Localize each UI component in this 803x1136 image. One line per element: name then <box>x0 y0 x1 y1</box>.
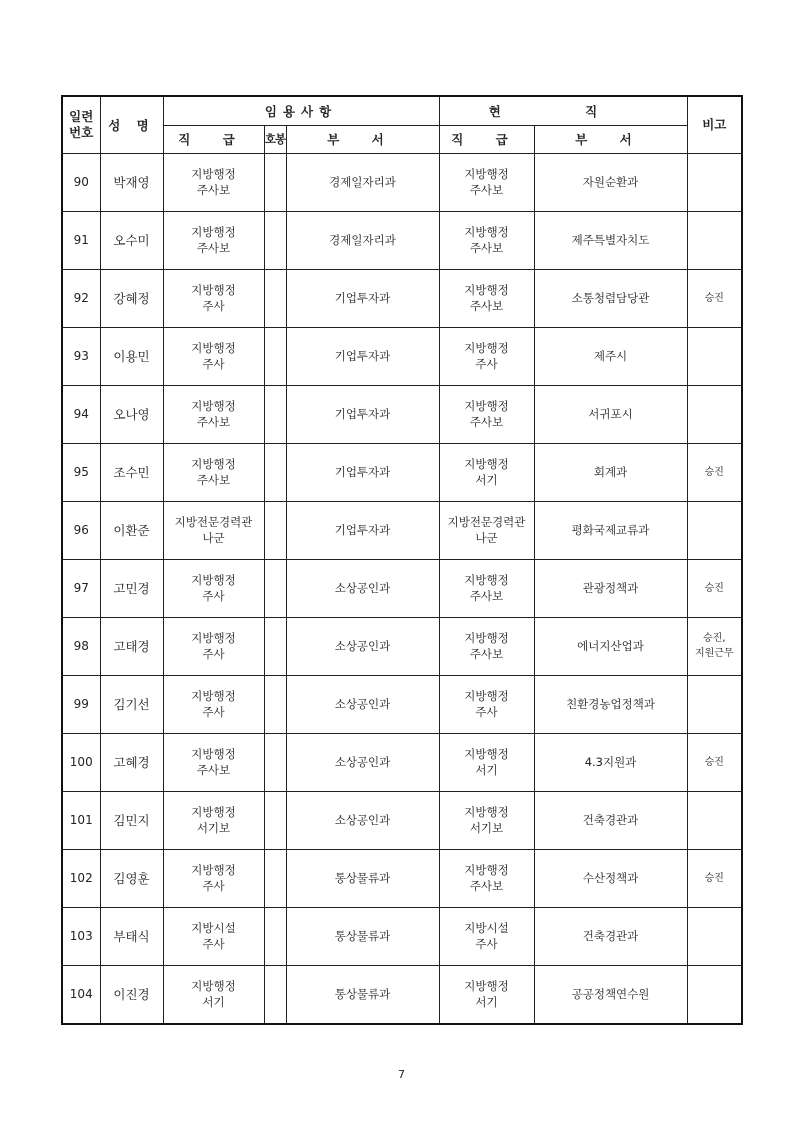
name-header: 성 명 <box>100 96 163 153</box>
employee-name: 부태식 <box>100 907 163 965</box>
current-grade: 지방행정 서기보 <box>439 791 534 849</box>
appointment-grade: 지방행정 주사보 <box>163 733 264 791</box>
current-grade: 지방행정 서기 <box>439 733 534 791</box>
remarks <box>687 965 742 1024</box>
appointment-department: 통상물류과 <box>286 849 439 907</box>
remarks: 승진 <box>687 443 742 501</box>
serial-number: 101 <box>62 791 100 849</box>
step-cell <box>264 849 286 907</box>
appointment-department: 통상물류과 <box>286 907 439 965</box>
appointment-grade-header: 직 급 <box>163 125 264 153</box>
serial-number: 96 <box>62 501 100 559</box>
step-cell <box>264 153 286 211</box>
current-grade: 지방전문경력관 나군 <box>439 501 534 559</box>
step-cell <box>264 327 286 385</box>
table-row <box>62 907 742 965</box>
appointment-department: 소상공인과 <box>286 733 439 791</box>
current-grade: 지방행정 주사보 <box>439 617 534 675</box>
step-cell <box>264 385 286 443</box>
table-row <box>62 559 742 617</box>
remarks-header: 비고 <box>687 96 742 153</box>
table-row <box>62 327 742 385</box>
appointment-table <box>61 95 743 1025</box>
table-row <box>62 269 742 327</box>
current-department: 제주시 <box>534 327 687 385</box>
appointment-department: 기업투자과 <box>286 327 439 385</box>
current-grade: 지방행정 주사보 <box>439 849 534 907</box>
serial-number: 99 <box>62 675 100 733</box>
employee-name: 이환준 <box>100 501 163 559</box>
table-row <box>62 675 742 733</box>
employee-name: 고혜경 <box>100 733 163 791</box>
serial-number: 91 <box>62 211 100 269</box>
current-grade: 지방행정 주사 <box>439 675 534 733</box>
appointment-department: 기업투자과 <box>286 501 439 559</box>
step-cell <box>264 617 286 675</box>
appointment-grade: 지방행정 주사 <box>163 559 264 617</box>
step-cell <box>264 443 286 501</box>
appointment-grade: 지방시설 주사 <box>163 907 264 965</box>
serial-number: 103 <box>62 907 100 965</box>
serial-number: 104 <box>62 965 100 1024</box>
table-row <box>62 965 742 1024</box>
current-grade-header: 직 급 <box>439 125 534 153</box>
remarks: 승진 <box>687 849 742 907</box>
table-row <box>62 733 742 791</box>
employee-name: 김민지 <box>100 791 163 849</box>
table-row <box>62 617 742 675</box>
table-row <box>62 443 742 501</box>
appointment-department: 통상물류과 <box>286 965 439 1024</box>
table-row <box>62 385 742 443</box>
table-header <box>62 96 742 153</box>
step-cell <box>264 733 286 791</box>
table-row <box>62 211 742 269</box>
table-body <box>62 153 742 1024</box>
current-department: 공공정책연수원 <box>534 965 687 1024</box>
current-position-header: 현 직 <box>439 96 687 125</box>
employee-name: 강혜정 <box>100 269 163 327</box>
current-department: 서귀포시 <box>534 385 687 443</box>
serial-number: 94 <box>62 385 100 443</box>
step-cell <box>264 907 286 965</box>
remarks: 승진 <box>687 269 742 327</box>
appointment-grade: 지방행정 주사 <box>163 675 264 733</box>
current-grade: 지방행정 주사보 <box>439 385 534 443</box>
remarks <box>687 327 742 385</box>
appointment-department: 경제일자리과 <box>286 153 439 211</box>
serial-number: 97 <box>62 559 100 617</box>
current-department: 4.3지원과 <box>534 733 687 791</box>
serial-number: 102 <box>62 849 100 907</box>
appointment-department: 소상공인과 <box>286 617 439 675</box>
current-department: 평화국제교류과 <box>534 501 687 559</box>
page-number: 7 <box>398 1068 405 1081</box>
appointment-grade: 지방행정 주사보 <box>163 385 264 443</box>
step-cell <box>264 501 286 559</box>
current-grade: 지방시설 주사 <box>439 907 534 965</box>
appointment-grade: 지방행정 주사보 <box>163 211 264 269</box>
step-cell <box>264 965 286 1024</box>
step-cell <box>264 675 286 733</box>
current-department: 친환경농업정책과 <box>534 675 687 733</box>
remarks <box>687 211 742 269</box>
current-department: 건축경관과 <box>534 791 687 849</box>
step-cell <box>264 559 286 617</box>
remarks <box>687 675 742 733</box>
current-grade: 지방행정 주사보 <box>439 269 534 327</box>
current-grade: 지방행정 주사보 <box>439 153 534 211</box>
appointment-department: 기업투자과 <box>286 269 439 327</box>
remarks <box>687 791 742 849</box>
current-department: 건축경관과 <box>534 907 687 965</box>
appointment-department: 기업투자과 <box>286 385 439 443</box>
appointment-header: 임용사항 <box>163 96 439 125</box>
serial-number: 93 <box>62 327 100 385</box>
employee-name: 고태경 <box>100 617 163 675</box>
serial-number: 95 <box>62 443 100 501</box>
appointment-department: 소상공인과 <box>286 791 439 849</box>
appointment-grade: 지방행정 주사보 <box>163 153 264 211</box>
appointment-grade: 지방행정 주사보 <box>163 443 264 501</box>
employee-name: 이용민 <box>100 327 163 385</box>
table-row <box>62 849 742 907</box>
table-row <box>62 791 742 849</box>
current-department: 소통청렴담당관 <box>534 269 687 327</box>
appointment-grade: 지방행정 주사 <box>163 849 264 907</box>
table-row <box>62 153 742 211</box>
table-row <box>62 501 742 559</box>
current-department: 에너지산업과 <box>534 617 687 675</box>
remarks <box>687 501 742 559</box>
appointment-grade: 지방행정 서기보 <box>163 791 264 849</box>
employee-name: 김영훈 <box>100 849 163 907</box>
step-cell <box>264 791 286 849</box>
employee-name: 이진경 <box>100 965 163 1024</box>
remarks: 승진, 지원근무 <box>687 617 742 675</box>
remarks <box>687 385 742 443</box>
remarks: 승진 <box>687 733 742 791</box>
current-grade: 지방행정 주사보 <box>439 559 534 617</box>
current-grade: 지방행정 주사 <box>439 327 534 385</box>
serial-number: 92 <box>62 269 100 327</box>
appointment-grade: 지방행정 주사 <box>163 617 264 675</box>
serial-number: 90 <box>62 153 100 211</box>
appointment-department: 소상공인과 <box>286 675 439 733</box>
step-cell <box>264 211 286 269</box>
remarks <box>687 907 742 965</box>
step-header: 호봉 <box>264 125 286 153</box>
step-cell <box>264 269 286 327</box>
serial-number: 100 <box>62 733 100 791</box>
current-department: 회계과 <box>534 443 687 501</box>
employee-name: 김기선 <box>100 675 163 733</box>
employee-name: 고민경 <box>100 559 163 617</box>
appointment-department: 소상공인과 <box>286 559 439 617</box>
current-grade: 지방행정 주사보 <box>439 211 534 269</box>
current-department: 관광정책과 <box>534 559 687 617</box>
appointment-grade: 지방행정 주사 <box>163 269 264 327</box>
appointment-department-header: 부 서 <box>286 125 439 153</box>
current-grade: 지방행정 서기 <box>439 965 534 1024</box>
current-grade: 지방행정 서기 <box>439 443 534 501</box>
employee-name: 박재영 <box>100 153 163 211</box>
serial-number-header: 일련 번호 <box>62 96 100 153</box>
employee-name: 조수민 <box>100 443 163 501</box>
employee-name: 오나영 <box>100 385 163 443</box>
appointment-grade: 지방행정 서기 <box>163 965 264 1024</box>
current-department: 수산정책과 <box>534 849 687 907</box>
appointment-department: 경제일자리과 <box>286 211 439 269</box>
remarks: 승진 <box>687 559 742 617</box>
current-department: 자원순환과 <box>534 153 687 211</box>
remarks <box>687 153 742 211</box>
appointment-department: 기업투자과 <box>286 443 439 501</box>
employee-name: 오수미 <box>100 211 163 269</box>
serial-number: 98 <box>62 617 100 675</box>
appointment-grade: 지방행정 주사 <box>163 327 264 385</box>
current-department-header: 부 서 <box>534 125 687 153</box>
current-department: 제주특별자치도 <box>534 211 687 269</box>
appointment-grade: 지방전문경력관 나군 <box>163 501 264 559</box>
